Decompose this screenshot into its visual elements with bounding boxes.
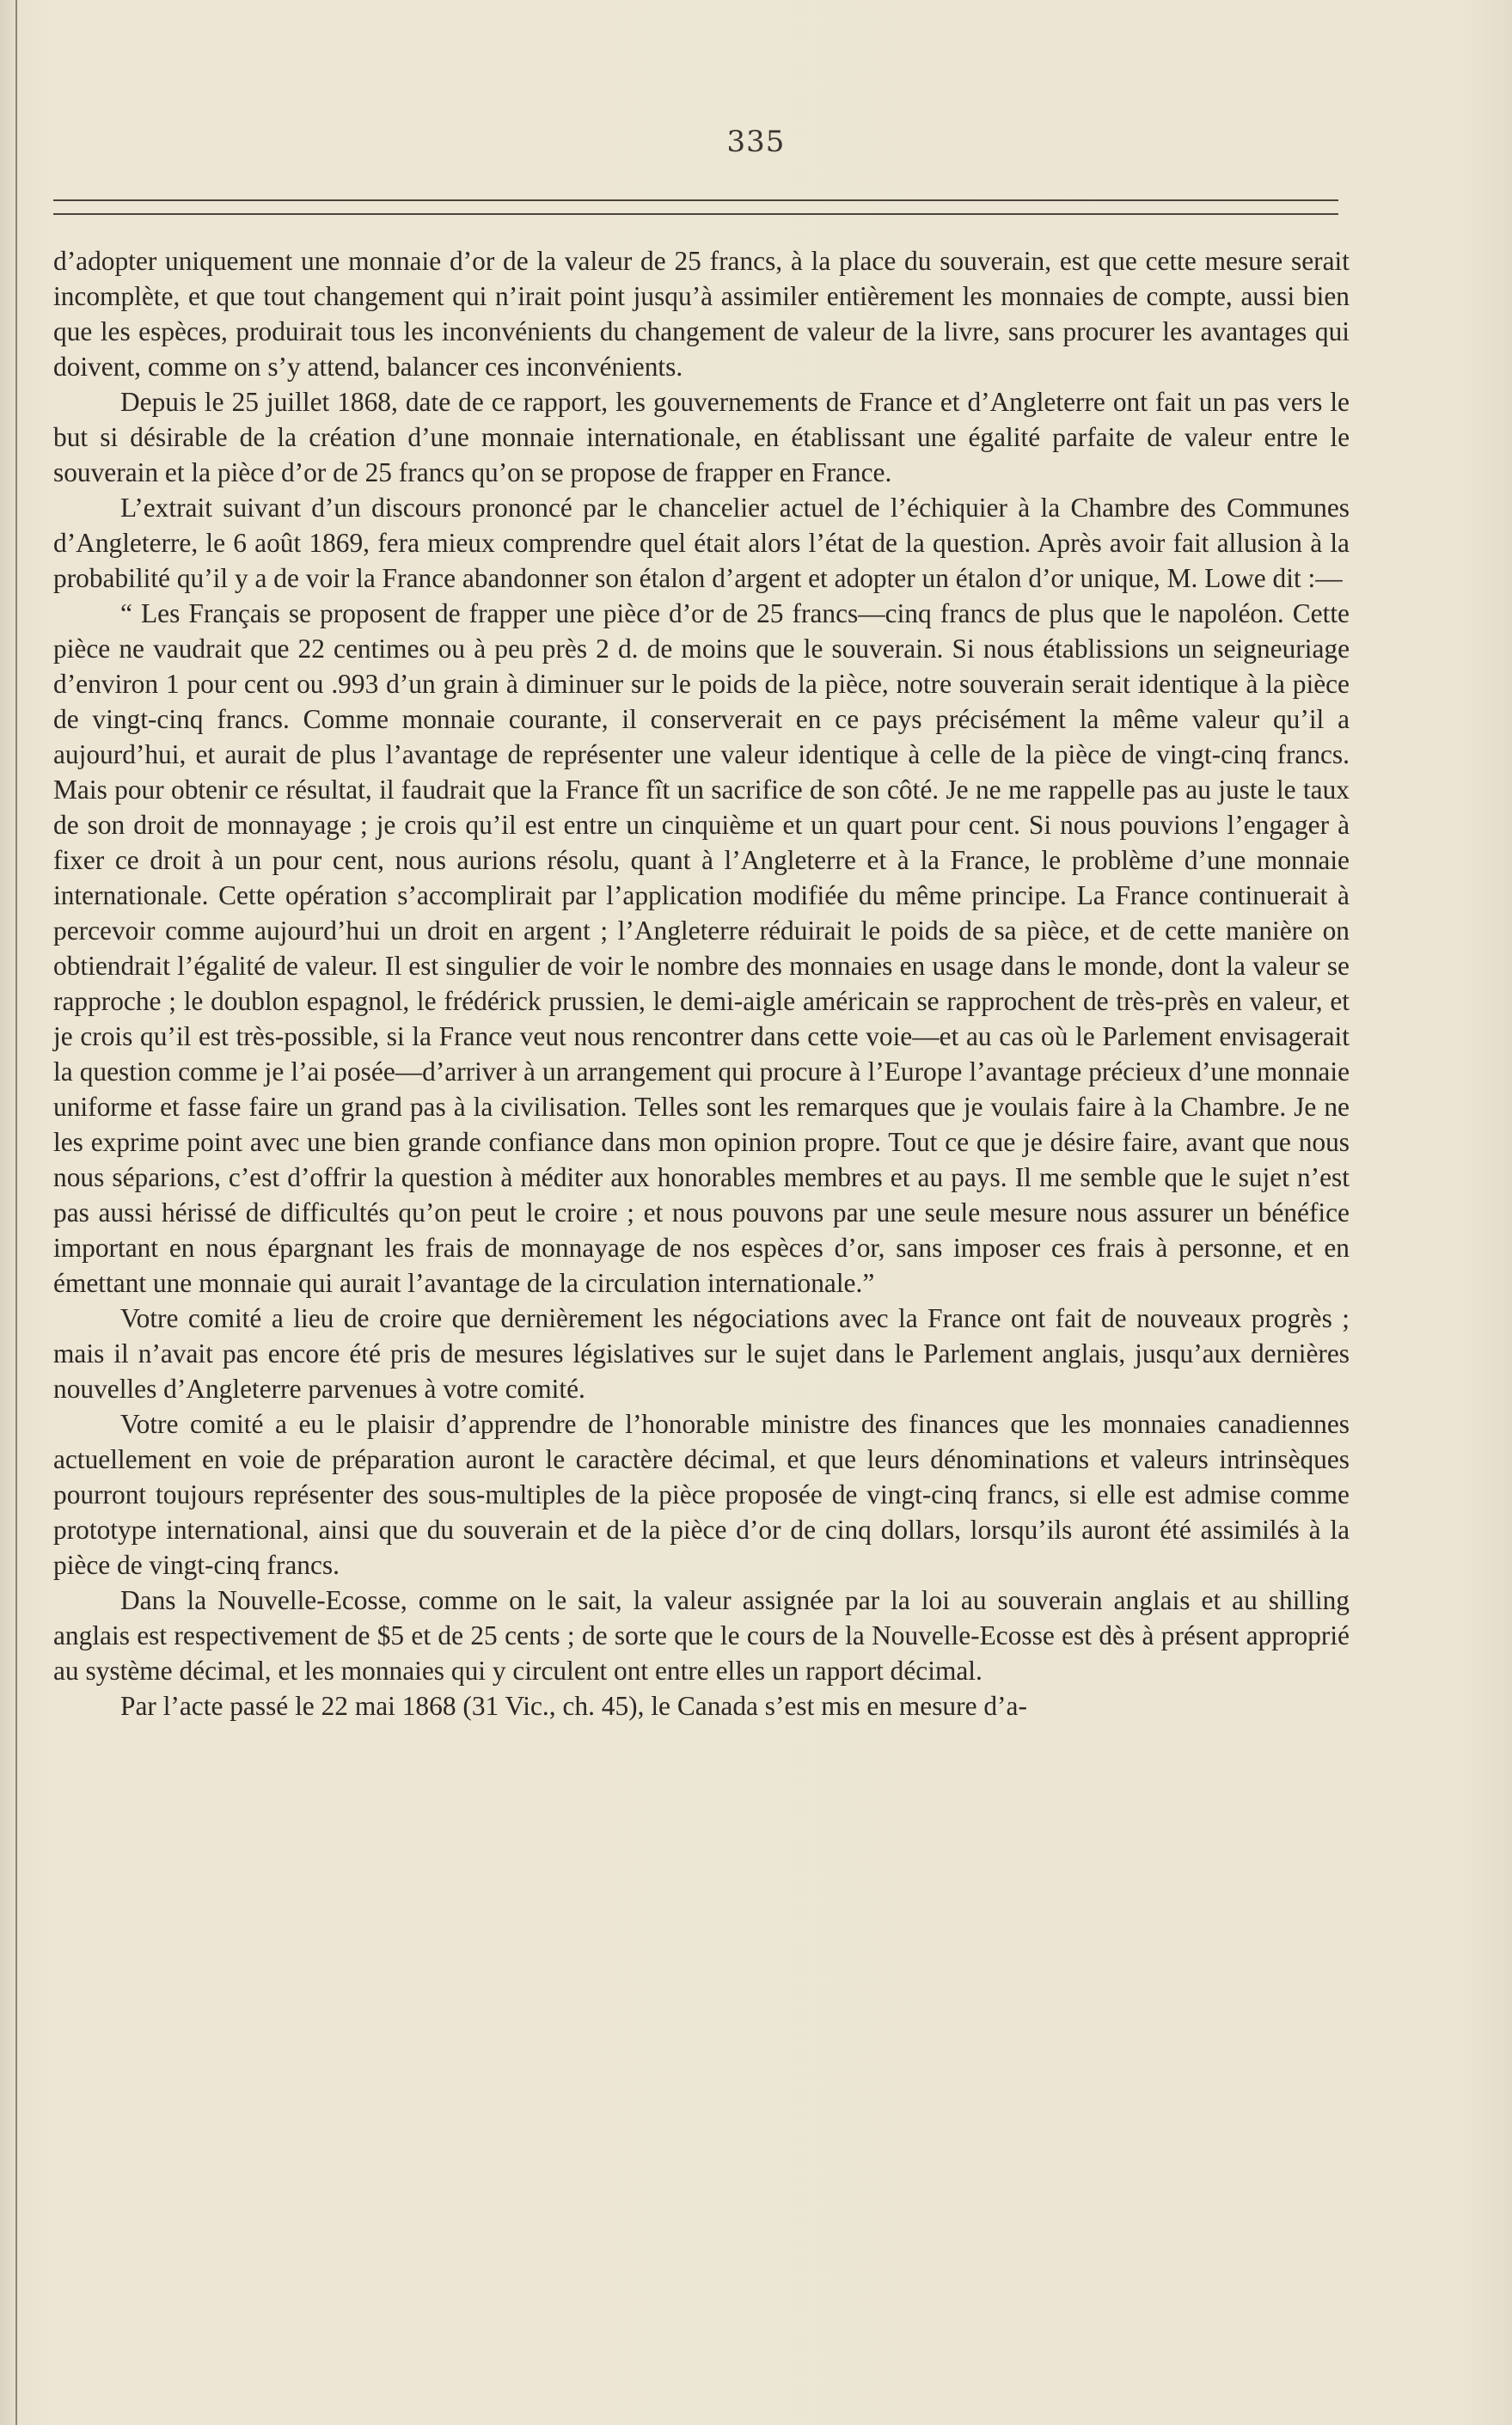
header-rule-bottom	[53, 213, 1338, 215]
paragraph-continuation: d’adopter uniquement une monnaie d’or de la valeur de 25 francs, à la place du souverain, est que cette mesure serait incomplète, et que tout changement qui n’irait point jusqu’à assimiler entièrement les monnaies de compte, aussi bien que les espèces, produirait tous les inconvénients du changement de valeur de la livre, sans procurer les avantages qui doivent, comme on s’y attend, balancer ces inconvénients.	[53, 246, 1350, 382]
header-rule-top	[53, 199, 1338, 201]
paragraph: Votre comité a eu le plaisir d’apprendre de l’honorable ministre des finances que les monnaies canadiennes actuellement en voie de préparation auront le caractère décimal, et que leurs dénominations et valeurs intrinsèques pourront toujours représenter des sous-multiples de la pièce proposée de vingt-cinq francs, si elle est admise comme prototype international, ainsi que du souverain et de la pièce d’or de cinq dollars, lorsqu’ils auront été assimilés à la pièce de vingt-cinq francs.	[53, 1409, 1350, 1580]
block-quote: “ Les Français se proposent de frapper une pièce d’or de 25 francs—cinq francs de plus que le napoléon. Cette pièce ne vaudrait que 22 centimes ou à peu près 2 d. de moins que le souverain. Si nous établissions un seigneuriage d’environ 1 pour cent ou .993 d’un grain à diminuer sur le poids de la pièce, notre souverain serait identique à la pièce de vingt-cinq francs. Comme monnaie courante, il conserverait en ce pays précisément la même valeur qu’il a aujourd’hui, et aurait de plus l’avantage de représenter une valeur identique à celle de la pièce de vingt-cinq francs. Mais pour obtenir ce résultat, il faudrait que la France fît un sacrifice de son côté. Je ne me rappelle pas au juste le taux de son droit de monnayage ; je crois qu’il est entre un cinquième et un quart pour cent. Si nous pouvions l’engager à fixer ce droit à un pour cent, nous aurions résolu, quant à l’Angleterre et à la France, le problème d’une monnaie internationale. Cette opération s’accomplirait par l’application modifiée du même principe. La France continuerait à percevoir comme aujourd’hui un droit en argent ; l’Angleterre réduirait le poids de sa pièce, et de cette manière on obtiendrait l’égalité de valeur. Il est singulier de voir le nombre des monnaies en usage dans le monde, dont la valeur se rapproche ; le doublon espagnol, le frédérick prussien, le demi-aigle américain se rapprochent de très-près en valeur, et je crois qu’il est très-possible, si la France veut nous rencontrer dans cette voie—et au cas où le Parlement envisagerait la question comme je l’ai posée—d’arriver à un arrangement qui procure à l’Europe l’avantage précieux d’une monnaie uniforme et fasse faire un grand pas à la civilisation. Telles sont les remarques que je voulais faire à la Chambre. Je ne les exprime point avec une bien grande confiance dans mon opinion propre. Tout ce que je désire faire, avant que nous nous séparions, c’est d’offrir la question à méditer aux honorables membres et au pays. Il me semble que le sujet n’est pas aussi hérissé de difficultés qu’on peut le croire ; et nous pouvons par une seule mesure nous assurer un bénéfice important en nous épargnant les frais de monnayage de nos espèces d’or, sans imposer ces frais à personne, et en émettant une monnaie qui aurait l’avantage de la circulation internationale.”	[53, 598, 1350, 1298]
page-number: 335	[726, 125, 786, 159]
paragraph: Votre comité a lieu de croire que dernièrement les négociations avec la France ont fait de nouveaux progrès ; mais il n’avait pas encore été pris de mesures législatives sur le sujet dans le Parlement anglais, jusqu’aux dernières nouvelles d’Angleterre parvenues à votre comité.	[53, 1303, 1350, 1404]
binding-edge	[15, 0, 17, 2425]
paragraph: L’extrait suivant d’un discours prononcé par le chancelier actuel de l’échiquier à la Chambre des Communes d’Angleterre, le 6 août 1869, fera mieux comprendre quel était alors l’état de la question. Après avoir fait allusion à la probabilité qu’il y a de voir la France abandonner son étalon d’argent et adopter un étalon d’or unique, M. Lowe dit :—	[53, 493, 1350, 593]
paragraph: Depuis le 25 juillet 1868, date de ce rapport, les gouvernements de France et d’Angleterre ont fait un pas vers le but si désirable de la création d’une monnaie internationale, en établissant une égalité parfaite de valeur entre le souverain et la pièce d’or de 25 francs qu’on se propose de frapper en France.	[53, 387, 1350, 487]
paragraph: Dans la Nouvelle-Ecosse, comme on le sait, la valeur assignée par la loi au souverain anglais et au shilling anglais est respectivement de $5 et de 25 cents ; de sorte que le cours de la Nouvelle-Ecosse est dès à présent approprié au système décimal, et les monnaies qui y circulent ont entre elles un rapport décimal.	[53, 1585, 1350, 1686]
paragraph: Par l’acte passé le 22 mai 1868 (31 Vic., ch. 45), le Canada s’est mis en mesure d’a-	[120, 1691, 1027, 1721]
body-text	[53, 243, 1350, 1724]
